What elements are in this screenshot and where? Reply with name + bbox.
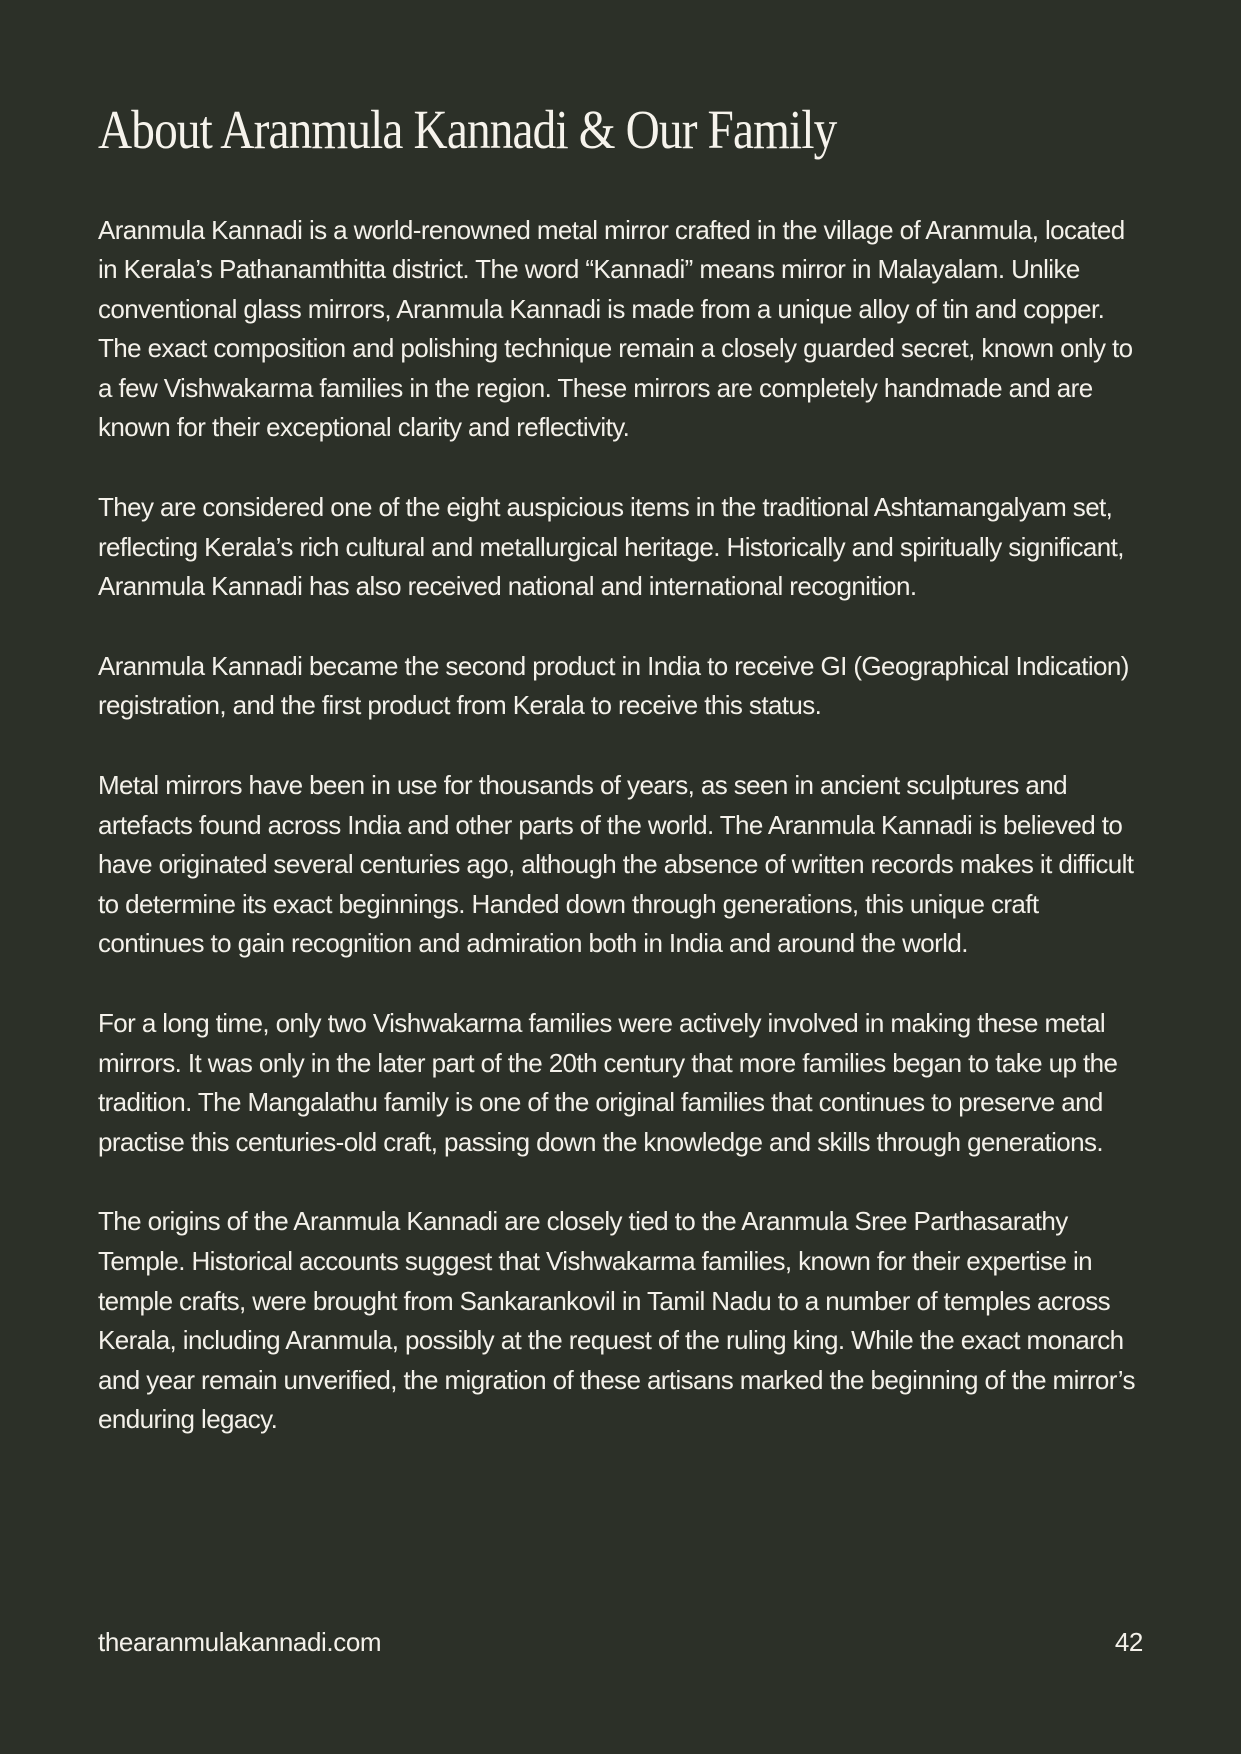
paragraph-families: For a long time, only two Vishwakarma families were actively involved in making these metal mirrors. It was only in the later part of the 20th century that more families began to take up the tradition. The Mangalathu family is one of the original families that continues to preserve and practise this centuries-old craft, passing down the knowledge and skills through generations. [98, 1008, 1118, 1157]
paragraph-origins: The origins of the Aranmula Kannadi are closely tied to the Aranmula Sree Parthasarathy Temple. Historical accounts suggest that Vishwakarma families, known for their expertise in temple crafts, were brought from Sankarankovil in Tamil Nadu to a number of temples across Kerala, including Aranmula, possibly at the request of the ruling king. While the exact monarch and year remain unverified, the migration of these artisans marked the beginning of the mirror’s enduring legacy. [98, 1206, 1135, 1435]
paragraph-ashtamangalyam: They are considered one of the eight auspicious items in the traditional Ashtamangalyam set, reflecting Kerala’s rich cultural and metallurgical heritage. Historically and spiritually significant, Aranmula Kannadi has also received national and international recognition. [98, 492, 1124, 602]
paragraph-intro: Aranmula Kannadi is a world-renowned metal mirror crafted in the village of Aranmula, located in Kerala’s Pathanamthitta district. The word “Kannadi” means mirror in Malayalam. Unlike conventional glass mirrors, Aranmula Kannadi is made from a unique alloy of tin and copper. The exact composition and polishing technique remain a closely guarded secret, known only to a few Vishwakarma families in the region. These mirrors are completely handmade and are known for their exceptional clarity and reflectivity. [98, 214, 1133, 443]
paragraph-history: Metal mirrors have been in use for thousands of years, as seen in ancient sculptures and artefacts found across India and other parts of the world. The Aranmula Kannadi is believed to have originated several centuries ago, although the absence of written records makes it difficult to determine its exact beginnings. Handed down through generations, this unique craft continues to gain recognition and admiration both in India and around the world. [98, 770, 1134, 959]
page-title: About Aranmula Kannadi & Our Family [98, 99, 837, 160]
page-footer [98, 1626, 1143, 1658]
page-number: 42 [1114, 1627, 1143, 1657]
paragraph-gi-registration: Aranmula Kannadi became the second product in India to receive GI (Geographical Indication) registration, and the first product from Kerala to receive this status. [98, 650, 1129, 721]
footer-website: thearanmulakannadi.com [98, 1627, 382, 1657]
page-content [98, 100, 1148, 1480]
